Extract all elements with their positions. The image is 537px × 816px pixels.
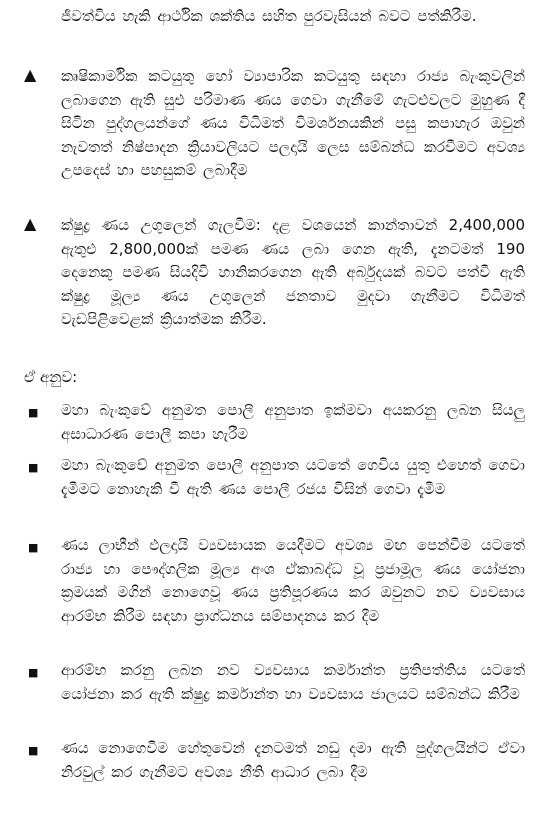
- square-bullet-icon: ■: [28, 406, 39, 419]
- paragraph-text: මහා බැංකුවේ අනුමත පොලී අනුපාත ඉක්මවා අයකරනු ලබන සියලු අසාධාරණ පොලී කපා හැරීම: [61, 401, 525, 443]
- square-bullet-icon: ■: [28, 744, 39, 757]
- paragraph-text: කෘෂිකාර්මික කටයුතු හෝ ව්‍යාපාරික කටයුතු සඳහා රාජ්‍ය බැංකුවලින් ලබාගෙන ඇති සුළු පරිමාණ ණය ගෙවා ගැනීමේ ගැටළුවලට මුහුණ දී සිටින පුද්ගලයන්ගේ ණය විධිමත් විමර්ශනයකින් පසු කපාහැර ඔවුන් නැවතත් නිෂ්පාදන ක්‍රියාවලියට පලදායි ලෙස සම්බන්ධ කරවීමට අවශ්‍ය උපදෙස් හා පහසුකම් ලබාදීම: [61, 67, 525, 180]
- triangle-bullet-icon: ▲: [24, 65, 37, 84]
- square-bullet-icon: ■: [28, 541, 39, 554]
- paragraph-text: මහා බැංකුවේ අනුමත පොලී අනුපාත යටතේ ගෙවිය යුතු එහෙත් ගෙවා දැමීමට නොහැකි වී ඇති ණය පොලී රජය විසින් ගෙවා දැමීම: [61, 456, 525, 498]
- square-bullet-icon: ■: [28, 461, 39, 474]
- paragraph-text: ණය නොගෙවීම හේතුවෙන් දැනටමත් නඩු දමා ඇති පුද්ගලයින්ට ඒවා නිරවුල් කර ගැනීමට අවශ්‍ය නීති ආධාර ලබා දීම: [61, 739, 525, 781]
- intro-line: ඒ අනුව:: [24, 368, 78, 386]
- paragraph-text: ණය ලාභීන් ඵලදායි ව්‍යවසායක යෙදීමට අවශ්‍ය මඟ පෙන්වීම යටතේ රාජ්‍ය හා පෞද්ගලික මූල්‍ය අංශ ඒකාබද්ධ වූ ප්‍රජාමූල ණය යෝජනා ක්‍රමයක් මගින් නොගෙවූ ණය ප්‍රතිපූරණය කර ඔවුනට නව ව්‍යවසාය ආරම්භ කිරීම සඳහා ප්‍රාග්ධනය සම්පාදනය කර දීම: [61, 536, 525, 625]
- triangle-bullet-icon: ▲: [24, 214, 37, 233]
- paragraph-text: ආරම්භ කරනු ලබන නව ව්‍යවසාය කර්මාන්ත ප්‍රතිපත්තිය යටතේ යෝජනා කර ඇති ක්ෂුද්‍ර කර්මාන්ත හා ව්‍යවසාය ජාලයට සම්බන්ධ කිරීම: [61, 661, 525, 703]
- square-bullet-icon: ■: [28, 666, 39, 679]
- paragraph-text: ජීවත්විය හැකි ආර්ථික ශක්තිය සහිත පුරවැසියන් බවට පත්කිරීම.: [61, 7, 477, 25]
- paragraph-text: ක්ෂුද්‍ර ණය උගුලෙන් ගැලවීම: දළ වශයෙන් කාන්තාවන් 2,400,000 ඇතුළු 2,800,000ක් පමණ ණය ලබා ගෙන ඇති, දැනටමත් 190 දෙනෙකු පමණ සියදිවි හානිකරගෙන ඇති අර්බුදයක් බවට පත්වී ඇති ක්ෂුද්‍ර මූල්‍ය ණය උගුලෙන් ජනතාව මුදවා ගැනීමට විධිමත් වැඩපිළිවෙළක් ක්‍රියාත්මක කිරීම.: [61, 216, 525, 329]
